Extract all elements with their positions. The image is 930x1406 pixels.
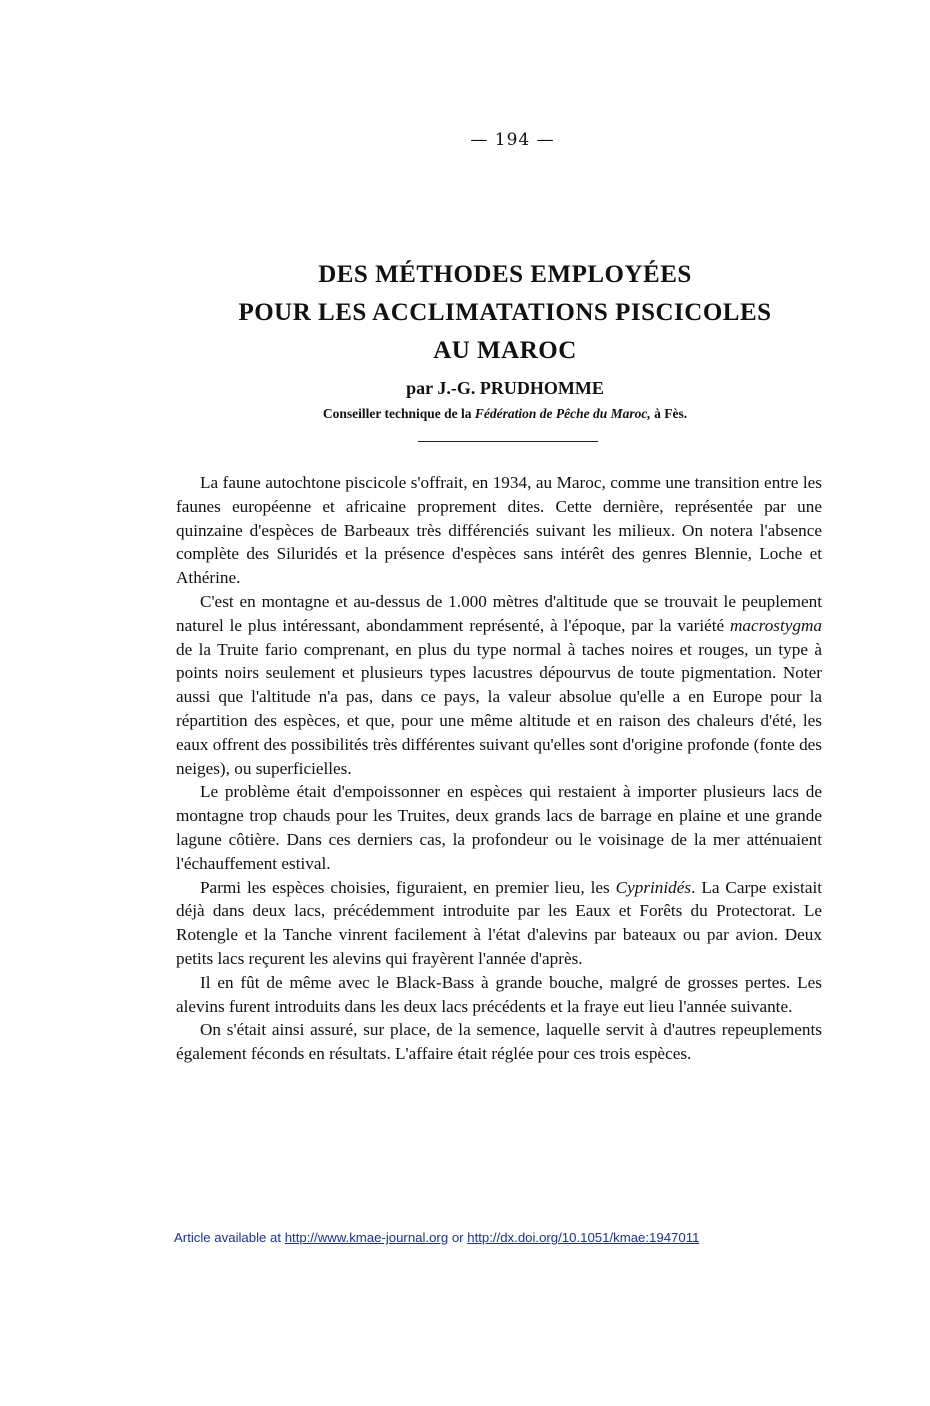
paragraph-1-text: La faune autochtone piscicole s'offrait, en 1934, au Maroc, comme une transition entre les faunes européenne et africaine proprement dites. Cette dernière, représentée par une quinzaine d'espèces de Barbeaux très différenciés suivant les milieux. On notera l'absence complète des Siluridés et la présence d'espèces sans intérêt des genres Blennie, Loche et Athérine. bbox=[176, 473, 822, 588]
paragraph-5-text: Il en fût de même avec le Black-Bass à grande bouche, malgré de grosses pertes. Les alevins furent introduits dans les deux lacs précédents et la fraye eut lieu l'année suivante. bbox=[176, 972, 822, 1016]
author-byline: par J.-G. PRUDHOMME bbox=[406, 378, 604, 398]
paragraph-4 bbox=[176, 876, 822, 971]
paragraph-2-text-end: de la Truite fario comprenant, en plus du type normal à taches noires et rouges, un type à points noirs seulement et plusieurs types lacustres dépourvus de toute pigmentation. Noter aussi que l'altitude n'a pas, dans ce pays, la valeur absolue qu'elle a en Europe pour la répartition des espèces, et que, pour une même altitude et en raison des chaleurs d'été, les eaux offrent des possibilités très différentes suivant qu'elles sont d'origine profonde (fonte des neiges), ou superficielles. bbox=[176, 639, 822, 778]
title-separator-rule bbox=[418, 441, 598, 442]
article-body bbox=[176, 471, 822, 1066]
title-line-2: POUR LES ACCLIMATATIONS PISCICOLES bbox=[238, 299, 772, 326]
paragraph-1 bbox=[176, 471, 822, 590]
paragraph-2-text-start: C'est en montagne et au-dessus de 1.000 mètres d'altitude que se trouvait le peuplement naturel le plus intéressant, abondamment représenté, à l'époque, par la variété bbox=[176, 591, 822, 635]
article-availability-footer bbox=[174, 1230, 699, 1245]
affiliation-organization: Fédération de Pêche du Maroc, bbox=[474, 406, 651, 421]
page-number: — 194 — bbox=[470, 130, 555, 150]
article-title bbox=[0, 256, 930, 370]
paragraph-3 bbox=[176, 780, 822, 875]
affiliation-suffix: à Fès. bbox=[654, 406, 688, 421]
doi-link[interactable]: http://dx.doi.org/10.1051/kmae:1947011 bbox=[467, 1230, 700, 1245]
paragraph-4-text-end: . La Carpe existait déjà dans deux lacs, précédemment introduite par les Eaux et Forêts du Protectorat. Le Rotengle et la Tanche vinrent facilement à l'état d'alevins par bateaux ou par avion. Deux petits lacs reçurent les alevins qui frayèrent l'année d'après. bbox=[176, 877, 822, 968]
journal-link[interactable]: http://www.kmae-journal.org bbox=[284, 1230, 449, 1245]
title-line-3: AU MAROC bbox=[433, 337, 577, 364]
paragraph-2-italic-term: macrostygma bbox=[730, 615, 822, 635]
paragraph-3-text: Le problème était d'empoissonner en espèces qui restaient à importer plusieurs lacs de montagne trop chauds pour les Truites, deux grands lacs de barrage en plaine et une grande lagune côtière. Dans ces derniers cas, la profondeur ou le voisinage de la mer atténuaient l'échauffement estival. bbox=[176, 782, 822, 873]
author-affiliation bbox=[0, 406, 930, 422]
paragraph-4-italic-term: Cyprinidés bbox=[615, 877, 692, 897]
paragraph-4-text-start: Parmi les espèces choisies, figuraient, en premier lieu, les bbox=[200, 877, 616, 897]
paragraph-6-text: On s'était ainsi assuré, sur place, de la semence, laquelle servit à d'autres repeuplements également féconds en résultats. L'affaire était réglée pour ces trois espèces. bbox=[176, 1020, 822, 1064]
affiliation-prefix: Conseiller technique de la bbox=[322, 406, 472, 421]
paragraph-6 bbox=[176, 1018, 822, 1066]
footer-middle: or bbox=[451, 1230, 464, 1245]
footer-prefix: Article available at bbox=[174, 1230, 282, 1245]
paragraph-2 bbox=[176, 590, 822, 780]
paragraph-5 bbox=[176, 971, 822, 1019]
title-line-1: DES MÉTHODES EMPLOYÉES bbox=[318, 261, 692, 288]
